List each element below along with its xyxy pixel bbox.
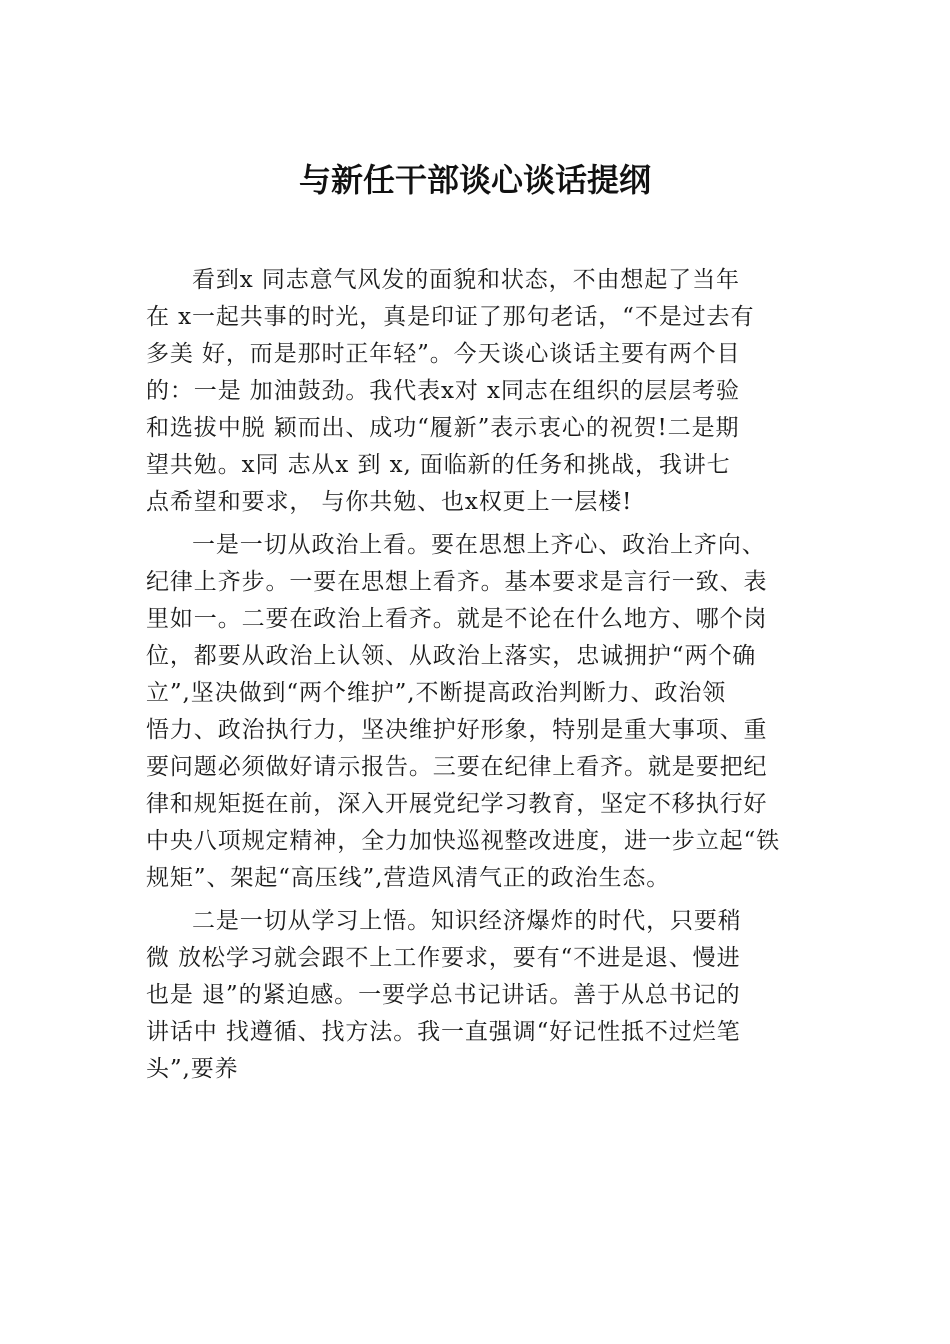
- text-line: 望共勉。x同 志从x 到 x, 面临新的任务和挑战，我讲七: [146, 452, 731, 478]
- text-line: 的：一是 加油鼓劲。我代表x对 x同志在组织的层层考验: [146, 378, 740, 404]
- text-line: 和选拔中脱 颖而出、成功“履新”表示衷心的祝贺!二是期: [146, 415, 740, 441]
- text-line: 里如一。二要在政治上看齐。就是不论在什么地方、哪个岗: [146, 606, 768, 632]
- text-line: 二是一切从学习上悟。知识经济爆炸的时代，只要稍: [192, 908, 742, 934]
- text-line: 律和规矩挺在前，深入开展党纪学习教育，坚定不移执行好: [146, 791, 768, 817]
- paragraph-intro: [146, 262, 804, 521]
- text-line: 多美 好，而是那时正年轻”。今天谈心谈话主要有两个目: [146, 341, 741, 367]
- text-line: 一是一切从政治上看。要在思想上齐心、政治上齐向、: [192, 532, 766, 558]
- text-line: 点希望和要求， 与你共勉、也x权更上一层楼!: [146, 489, 633, 515]
- text-line: 立”,坚决做到“两个维护”,不断提高政治判断力、政治领: [146, 680, 727, 706]
- text-line: 位，都要从政治上认领、从政治上落实，忠诚拥护“两个确: [146, 643, 757, 669]
- paragraph-politics: [146, 527, 804, 897]
- text-line: 也是 退”的紧迫感。一要学总书记讲话。善于从总书记的: [146, 982, 741, 1008]
- document-body: [146, 262, 804, 1088]
- text-line: 微 放松学习就会跟不上工作要求，要有“不进是退、慢进: [146, 945, 741, 971]
- text-line: 看到x 同志意气风发的面貌和状态，不由想起了当年: [192, 267, 740, 293]
- text-line: 规矩”、架起“高压线”,营造风清气正的政治生态。: [146, 865, 671, 891]
- text-line: 要问题必须做好请示报告。三要在纪律上看齐。就是要把纪: [146, 754, 768, 780]
- text-line: 讲话中 找遵循、找方法。我一直强调“好记性抵不过烂笔: [146, 1019, 741, 1045]
- text-line: 中央八项规定精神，全力加快巡视整改进度，进一步立起“铁: [146, 828, 781, 854]
- paragraph-study: [146, 903, 804, 1088]
- text-line: 在 x一起共事的时光，真是印证了那句老话，“不是过去有: [146, 304, 755, 330]
- text-line: 纪律上齐步。一要在思想上看齐。基本要求是言行一致、表: [146, 569, 768, 595]
- text-line: 头”,要养: [146, 1056, 239, 1082]
- document-title: 与新任干部谈心谈话提纲: [298, 161, 651, 199]
- text-line: 悟力、政治执行力，坚决维护好形象，特别是重大事项、重: [146, 717, 768, 743]
